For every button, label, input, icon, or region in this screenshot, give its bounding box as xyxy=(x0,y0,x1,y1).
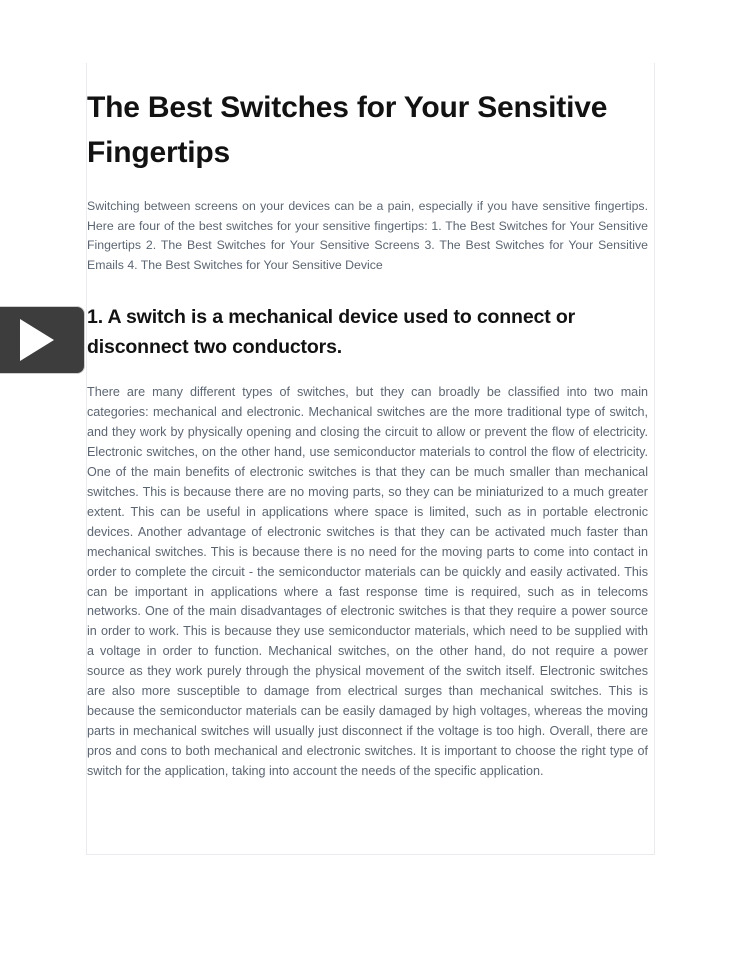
section-heading: 1. A switch is a mechanical device used to connect or disconnect two conductors. xyxy=(87,306,576,358)
play-icon[interactable] xyxy=(20,319,54,361)
video-play-overlay[interactable] xyxy=(0,307,84,373)
body-paragraph: There are many different types of switches, but they can broadly be classified into two main categories: mechanical and electronic. Mechanical switches are the more traditional type of switch, and they work by physically opening and closing the circuit to allow or prevent the flow of electricity. Electronic switches, on the other hand, use semiconductor materials to control the flow of electricity. One of the main benefits of electronic switches is that they can be much smaller than mechanical switches. This is because there are no moving parts, so they can be miniaturized to a much greater extent. This can be useful in applications where space is limited, such as in portable electronic devices. Another advantage of electronic switches is that they can be activated much faster than mechanical switches. This is because there is no need for the moving parts to come into contact in order to complete the circuit - the semiconductor materials can be quickly and easily activated. This can be important in applications where a fast response time is required, such as in telecoms networks. One of the main disadvantages of electronic switches is that they require a power source in order to work. This is because they use semiconductor materials, which need to be supplied with a voltage in order to function. Mechanical switches, on the other hand, do not require a power source as they work purely through the physical movement of the switch itself. Electronic switches are also more susceptible to damage from electrical surges than mechanical switches. This is because the semiconductor materials can be easily damaged by high voltages, whereas the moving parts in mechanical switches will usually just disconnect if the voltage is too high. Overall, there are pros and cons to both mechanical and electronic switches. It is important to choose the right type of switch for the application, taking into account the needs of the specific application. xyxy=(87,385,648,779)
section-heading-block xyxy=(87,275,654,362)
intro-paragraph: Switching between screens on your devices can be a pain, especially if you have sensitive fingertips. Here are four of the best switches for your sensitive fingertips: 1. The Best Switches for Your Sensitive Fingertips 2. The Best Switches for Your Sensitive Screens 3. The Best Switches for Your Sensitive Emails 4. The Best Switches for Your Sensitive Device xyxy=(87,199,648,272)
page-title: The Best Switches for Your Sensitive Fingertips xyxy=(87,91,608,169)
document-content xyxy=(87,63,654,782)
